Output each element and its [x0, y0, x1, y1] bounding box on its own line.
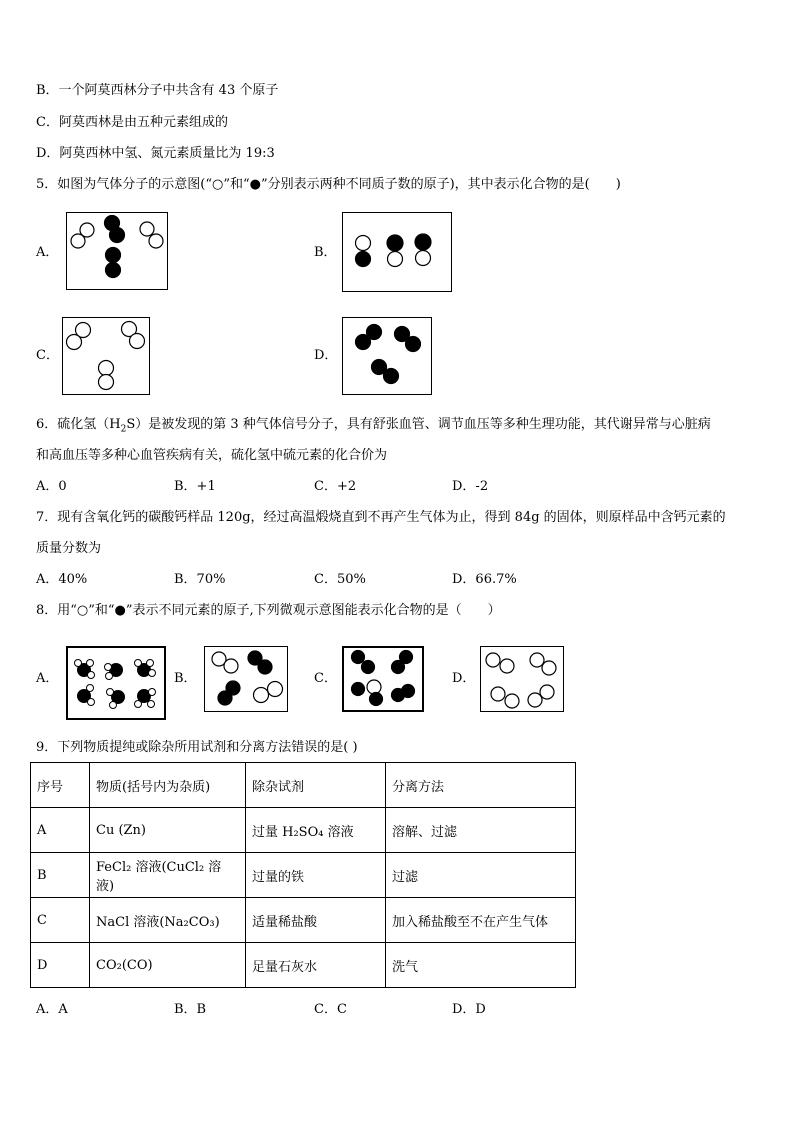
table-cell: Cu (Zn) — [90, 808, 246, 853]
q8-diagram-c — [342, 646, 424, 712]
table-header-cell: 物质(括号内为杂质) — [90, 763, 246, 808]
table-cell: A — [31, 808, 90, 853]
table-cell: 足量石灰水 — [246, 943, 386, 988]
q7-stem-line-1: 7．现有含氧化钙的碳酸钙样品 120g，经过高温煅烧直到不再产生气体为止，得到 84g 的固体，则原样品中含钙元素的 — [36, 510, 726, 525]
q4-option-b: B．一个阿莫西林分子中共含有 43 个原子 — [36, 83, 279, 98]
q9-option-b: B．B — [174, 1002, 207, 1017]
q9-option-c: C．C — [314, 1002, 347, 1017]
table-cell: 适量稀盐酸 — [246, 898, 386, 943]
q9-stem: 9．下列物质提纯或除杂所用试剂和分离方法错误的是( ) — [36, 740, 358, 755]
q8-label-c: C． — [314, 671, 337, 686]
table-header-cell: 除杂试剂 — [246, 763, 386, 808]
q8-label-a: A． — [36, 671, 59, 686]
q5-diagram-c — [62, 317, 150, 395]
table-cell: 过滤 — [386, 853, 576, 898]
table-cell: FeCl₂ 溶液(CuCl₂ 溶液) — [90, 853, 246, 898]
table-header-cell: 分离方法 — [386, 763, 576, 808]
q8-label-b: B． — [174, 671, 197, 686]
table-cell: NaCl 溶液(Na₂CO₃) — [90, 898, 246, 943]
q6-option-d: D．-2 — [452, 479, 489, 494]
table-row — [31, 943, 576, 988]
q5-label-a: A． — [36, 245, 59, 260]
table-cell: 加入稀盐酸至不在产生气体 — [386, 898, 576, 943]
q8-diagram-d — [480, 646, 564, 712]
q4-option-c: C．阿莫西林是由五种元素组成的 — [36, 115, 228, 130]
table-cell: 溶解、过滤 — [386, 808, 576, 853]
table-cell: C — [31, 898, 90, 943]
table-row — [31, 853, 576, 898]
q5-stem: 5．如图为气体分子的示意图(“○”和“●”分别表示两种不同质子数的原子)，其中表示化合物的是( ) — [36, 177, 621, 192]
table-cell: D — [31, 943, 90, 988]
q6-stem-line-1: 6．硫化氢$(H_2S)$是被发现的第 3 种气体信号分子，具有舒张血管、调节血压等多种生理功能，其代谢异常与心脏病 — [36, 417, 711, 435]
table-cell: 过量 H₂SO₄ 溶液 — [246, 808, 386, 853]
table-header-row — [31, 763, 576, 808]
q5-label-b: B． — [314, 245, 337, 260]
q8-diagram-b — [204, 646, 288, 712]
q5-diagram-b — [342, 212, 452, 292]
q7-stem-line-2: 质量分数为 — [36, 541, 102, 556]
q5-label-d: D． — [314, 348, 338, 363]
q6-option-c: C．+2 — [314, 479, 357, 494]
q7-option-d: D．66.7% — [452, 572, 517, 587]
q6-stem-line-2: 和高血压等多种心血管疾病有关，硫化氢中硫元素的化合价为 — [36, 448, 388, 463]
table-cell: 洗气 — [386, 943, 576, 988]
q7-option-c: C．50% — [314, 572, 366, 587]
q6-option-b: B．+1 — [174, 479, 216, 494]
q9-option-a: A．A — [36, 1002, 68, 1017]
q9-table — [30, 762, 576, 988]
table-row — [31, 898, 576, 943]
q7-option-a: A．40% — [36, 572, 88, 587]
q6-option-a: A．0 — [36, 479, 67, 494]
q8-label-d: D． — [452, 671, 476, 686]
q4-option-d: D．阿莫西林中氢、氮元素质量比为 19:3 — [36, 146, 275, 161]
q8-stem: 8．用“○”和“●”表示不同元素的原子,下列微观示意图能表示化合物的是（ ） — [36, 603, 501, 618]
q5-label-c: C． — [36, 348, 59, 363]
q7-option-b: B．70% — [174, 572, 226, 587]
q5-diagram-d — [342, 317, 432, 395]
table-cell: 过量的铁 — [246, 853, 386, 898]
table-row — [31, 808, 576, 853]
q9-option-d: D．D — [452, 1002, 486, 1017]
table-cell: B — [31, 853, 90, 898]
q5-diagram-a — [66, 212, 168, 290]
table-header-cell: 序号 — [31, 763, 90, 808]
table-cell: CO₂(CO) — [90, 943, 246, 988]
q8-diagram-a — [66, 646, 166, 720]
